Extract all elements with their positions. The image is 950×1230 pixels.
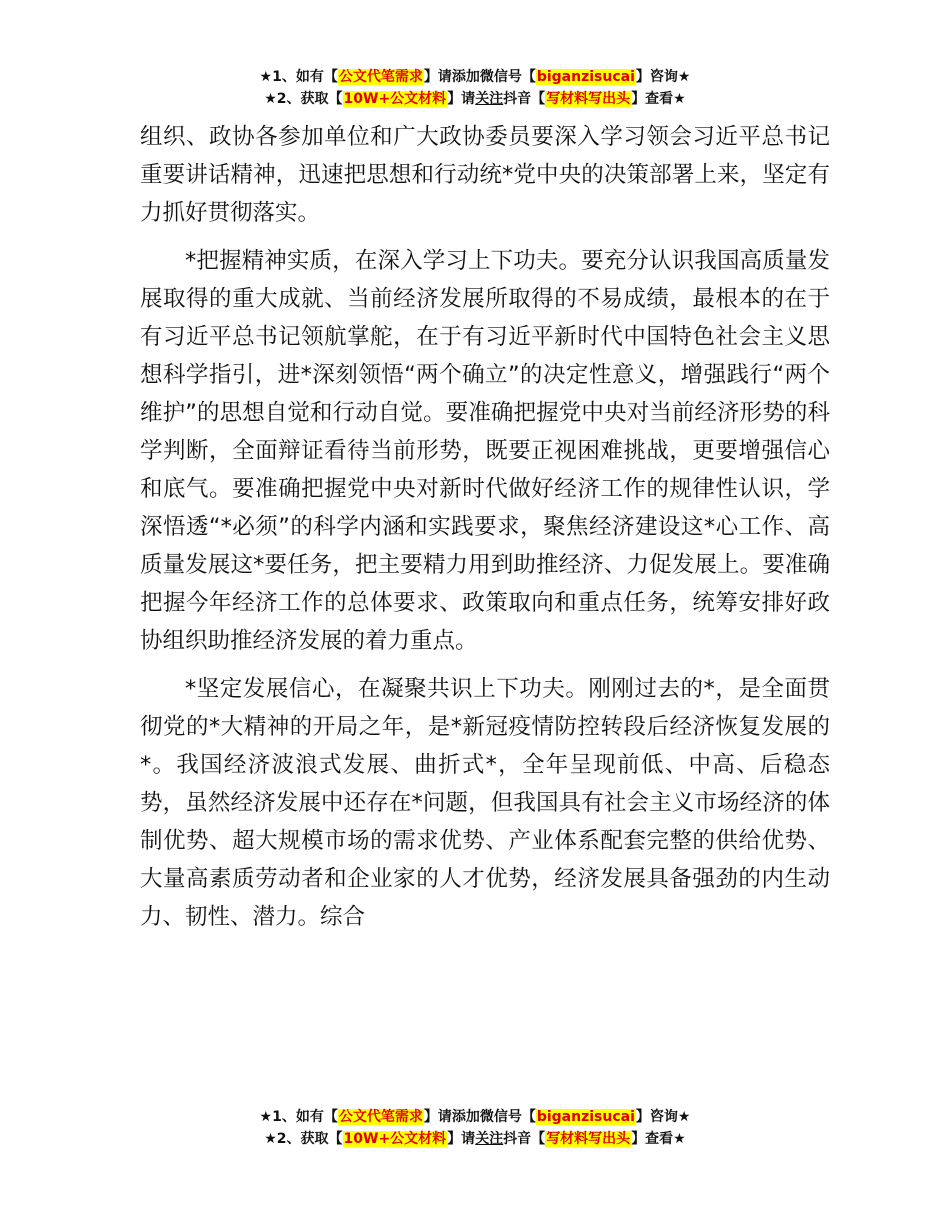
footer-banner bbox=[0, 1106, 950, 1150]
banner-line-1 bbox=[0, 1106, 950, 1128]
banner-highlight: 公文代笔需求 bbox=[338, 69, 423, 85]
banner-text: 】请 bbox=[447, 91, 476, 107]
banner-line-1 bbox=[0, 66, 950, 88]
paragraph-3: *坚定发展信心，在凝聚共识上下功夫。刚刚过去的*，是全面贯彻党的*大精神的开局之年，是*新冠疫情防控转段后经济恢复发展的*。我国经济波浪式发展、曲折式*，全年呈现前低、中高、后稳态势，虽然经济发展中还存在*问题，但我国具有社会主义市场经济的体制优势、超大规模市场的需求优势、产业体系配套完整的供给优势、大量高素质劳动者和企业家的人才优势，经济发展具备强劲的内生动力、韧性、潜力。综合 bbox=[140, 676, 830, 930]
banner-underline: 关注 bbox=[475, 1131, 504, 1147]
banner-highlight: 10W+公文材料 bbox=[343, 91, 447, 107]
banner-highlight: 10W+公文材料 bbox=[343, 1131, 447, 1147]
banner-text: 抖音【 bbox=[503, 91, 546, 107]
banner-text: ★1、如有【 bbox=[259, 1109, 338, 1125]
banner-text: 】查看★ bbox=[631, 1131, 686, 1147]
banner-text: ★1、如有【 bbox=[259, 69, 338, 85]
banner-text: 】查看★ bbox=[631, 91, 686, 107]
banner-text: 】请 bbox=[447, 1131, 476, 1147]
paragraph-2: *把握精神实质，在深入学习上下功夫。要充分认识我国高质量发展取得的重大成就、当前经济发展所取得的不易成绩，最根本的在于有习近平总书记领航掌舵，在于有习近平新时代中国特色社会主义思想科学指引，进*深刻领悟“两个确立”的决定性意义，增强践行“两个维护”的思想自觉和行动自觉。要准确把握党中央对当前经济形势的科学判断，全面辩证看待当前形势，既要正视困难挑战，更要增强信心和底气。要准确把握党中央对新时代做好经济工作的规律性认识，学深悟透“*必须”的科学内涵和实践要求，聚焦经济建设这*心工作、高质量发展这*要任务，把主要精力用到助推经济、力促发展上。要准确把握今年经济工作的总体要求、政策取向和重点任务，统筹安排好政协组织助推经济发展的着力重点。 bbox=[140, 248, 830, 654]
banner-highlight: 公文代笔需求 bbox=[338, 1109, 423, 1125]
banner-text: 】咨询★ bbox=[635, 69, 691, 85]
document-body bbox=[140, 118, 830, 936]
banner-line-2 bbox=[0, 1128, 950, 1150]
banner-highlight: biganzisucai bbox=[536, 69, 635, 85]
banner-highlight: 写材料写出头 bbox=[546, 91, 631, 107]
banner-highlight: 写材料写出头 bbox=[546, 1131, 631, 1147]
banner-underline: 关注 bbox=[475, 91, 504, 107]
banner-highlight: biganzisucai bbox=[536, 1109, 635, 1125]
banner-text: 】请添加微信号【 bbox=[423, 1109, 536, 1125]
paragraph-1: 组织、政协各参加单位和广大政协委员要深入学习领会习近平总书记重要讲话精神，迅速把思想和行动统*党中央的决策部署上来，坚定有力抓好贯彻落实。 bbox=[140, 124, 830, 226]
banner-text: ★2、获取【 bbox=[264, 1131, 343, 1147]
banner-text: ★2、获取【 bbox=[264, 91, 343, 107]
banner-line-2 bbox=[0, 88, 950, 110]
banner-text: 】请添加微信号【 bbox=[423, 69, 536, 85]
header-banner bbox=[0, 66, 950, 110]
banner-text: 抖音【 bbox=[503, 1131, 546, 1147]
banner-text: 】咨询★ bbox=[635, 1109, 691, 1125]
